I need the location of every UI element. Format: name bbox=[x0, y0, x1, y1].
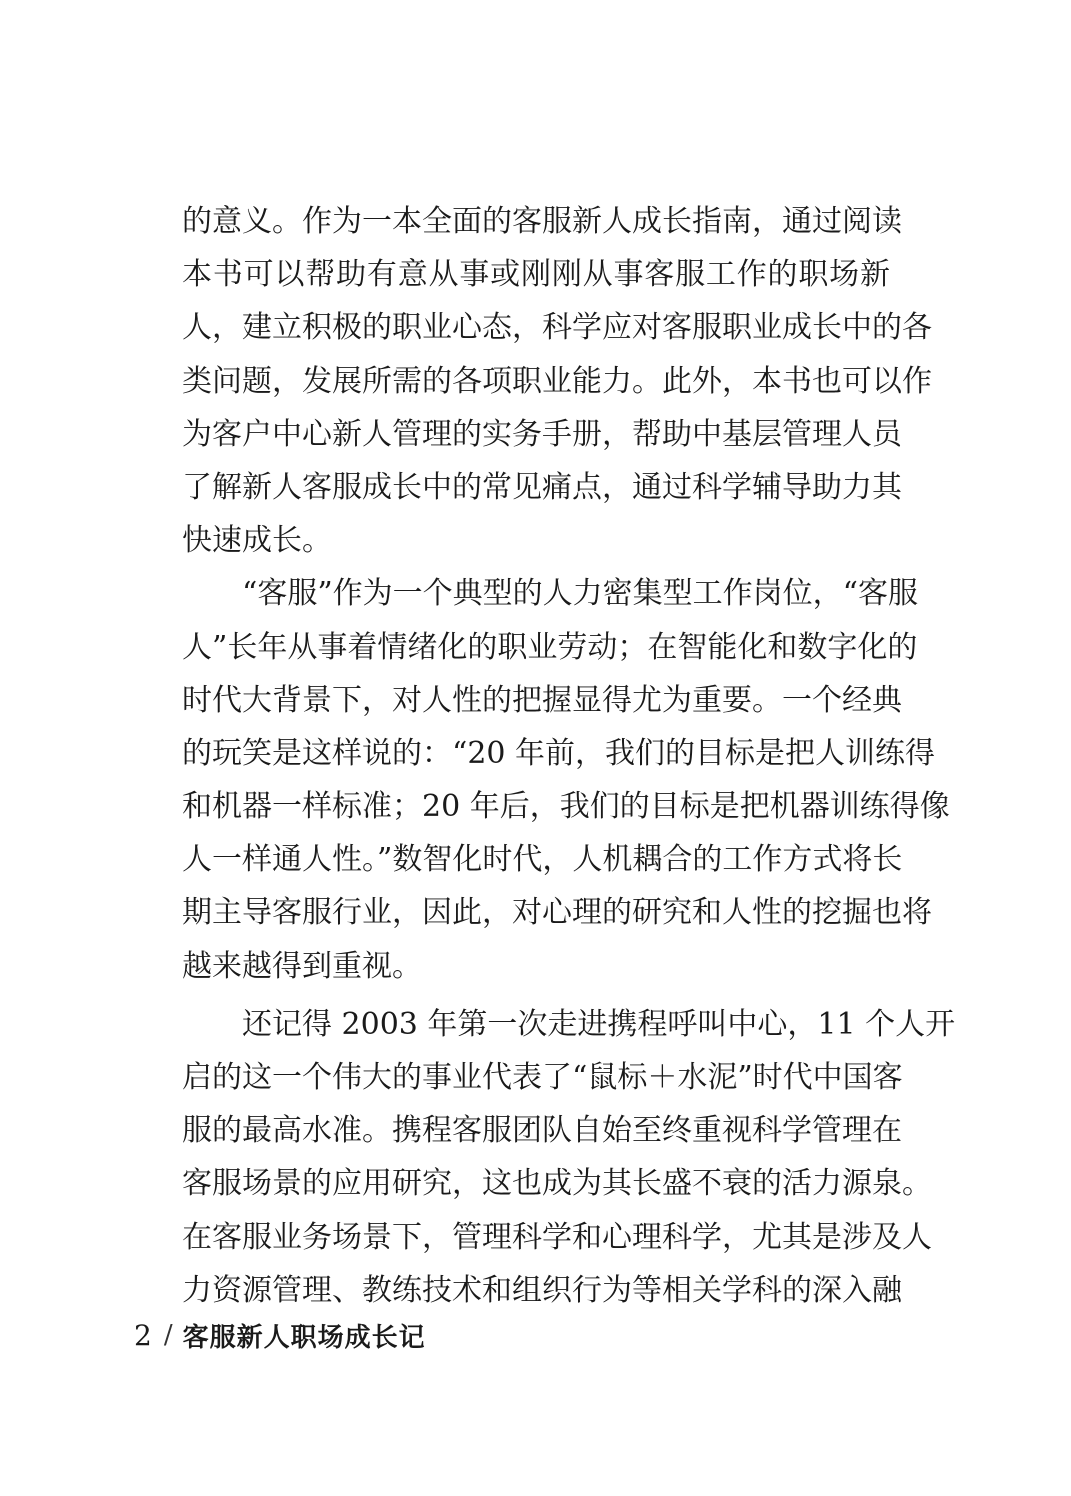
footer-separator: / bbox=[163, 1320, 173, 1350]
text-line: 启的这一个伟大的事业代表了“鼠标＋水泥”时代中国客 bbox=[182, 1060, 903, 1095]
text-line: 人一样通人性。”数智化时代，人机耦合的工作方式将长 bbox=[182, 842, 903, 878]
text-line: 客服场景的应用研究，这也成为其长盛不衰的活力源泉。 bbox=[182, 1166, 932, 1202]
text-line: 服的最高水准。携程客服团队自始至终重视科学管理在 bbox=[182, 1113, 902, 1149]
running-book-title: 客服新人职场成长记 bbox=[182, 1322, 426, 1353]
text-line: 期主导客服行业，因此，对心理的研究和人性的挖掘也将 bbox=[182, 895, 932, 931]
text-line: 为客户中心新人管理的实务手册，帮助中基层管理人员 bbox=[182, 416, 902, 452]
text-line: 的意义。作为一本全面的客服新人成长指南，通过阅读 bbox=[182, 204, 902, 239]
text-line: 了解新人客服成长中的常见痛点，通过科学辅导助力其 bbox=[182, 469, 902, 505]
text-line: 时代大背景下，对人性的把握显得尤为重要。一个经典 bbox=[182, 682, 902, 718]
text-line: 类问题，发展所需的各项职业能力。此外，本书也可以作 bbox=[182, 363, 932, 399]
page-number: 2 bbox=[134, 1318, 152, 1352]
paragraph-first-line: 还记得 2003 年第一次走进携程呼叫中心，11 个人开 bbox=[242, 1006, 956, 1042]
text-line: 在客服业务场景下，管理科学和心理科学，尤其是涉及人 bbox=[182, 1219, 932, 1255]
paragraph-end-line: 快速成长。 bbox=[182, 523, 332, 559]
page-footer bbox=[134, 1318, 426, 1352]
text-line: 人”长年从事着情绪化的职业劳动；在智能化和数字化的 bbox=[182, 629, 918, 665]
text-line: 的玩笑是这样说的：“20 年前，我们的目标是把人训练得 bbox=[182, 735, 936, 771]
text-line: 人，建立积极的职业心态，科学应对客服职业成长中的各 bbox=[182, 310, 932, 346]
paragraph-first-line: “客服”作为一个典型的人力密集型工作岗位，“客服 bbox=[242, 576, 919, 612]
text-line: 本书可以帮助有意从事或刚刚从事客服工作的职场新 bbox=[182, 257, 890, 293]
paragraph-end-line: 越来越得到重视。 bbox=[182, 948, 422, 984]
text-line: 力资源管理、教练技术和组织行为等相关学科的深入融 bbox=[182, 1272, 902, 1308]
body-text bbox=[182, 195, 956, 1317]
text-line: 和机器一样标准；20 年后，我们的目标是把机器训练得像 bbox=[182, 789, 950, 825]
